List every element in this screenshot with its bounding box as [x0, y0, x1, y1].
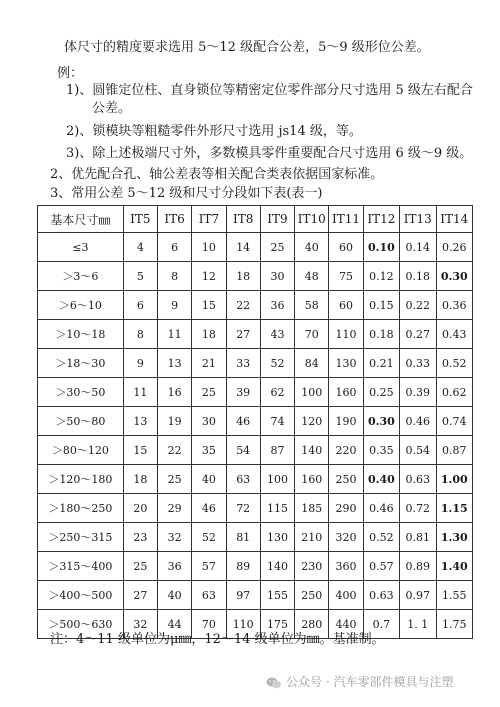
tolerance-cell: 0.36 — [436, 291, 472, 320]
tolerance-cell: 18 — [192, 320, 226, 349]
section-3-text: 3、常用公差 5～12 级和尺寸分段如下表(表一) — [50, 186, 323, 201]
tolerance-cell: 0.33 — [400, 349, 436, 378]
tolerance-cell: 0.15 — [363, 291, 399, 320]
example-item-1-continued: 公差。 — [92, 101, 132, 116]
tolerance-cell: 1.75 — [436, 610, 472, 639]
tolerance-cell: 46 — [192, 494, 226, 523]
tolerance-cell: 130 — [329, 349, 363, 378]
tolerance-cell: 25 — [192, 378, 226, 407]
tolerance-cell: 18 — [226, 262, 260, 291]
size-segment-cell: ＞120～180 — [38, 465, 124, 494]
tolerance-cell: 11 — [157, 320, 191, 349]
tolerance-cell: 70 — [295, 320, 329, 349]
tolerance-cell: 1. 1 — [400, 610, 436, 639]
size-segment-cell: ＞500～630 — [38, 610, 124, 639]
section-2-text: 2、优先配合孔、轴公差表等相关配合类表依据国家标准。 — [50, 167, 384, 182]
tolerance-cell: 120 — [295, 407, 329, 436]
tolerance-cell: 13 — [157, 349, 191, 378]
tolerance-cell: 0.97 — [400, 581, 436, 610]
tolerance-cell: 140 — [295, 436, 329, 465]
tolerance-cell: 1.00 — [436, 465, 472, 494]
tolerance-cell: 36 — [157, 552, 191, 581]
table-row — [38, 552, 473, 581]
table-row — [38, 581, 473, 610]
tolerance-cell: 440 — [329, 610, 363, 639]
tolerance-cell: 8 — [157, 262, 191, 291]
tolerance-cell: 0.18 — [400, 262, 436, 291]
tolerance-cell: 360 — [329, 552, 363, 581]
tolerance-cell: 8 — [123, 320, 157, 349]
tolerance-cell: 36 — [260, 291, 294, 320]
tolerance-cell: 130 — [260, 523, 294, 552]
tolerance-cell: 43 — [260, 320, 294, 349]
tolerance-cell: 0.25 — [363, 378, 399, 407]
tolerance-cell: 0.26 — [436, 233, 472, 262]
tolerance-cell: 1.40 — [436, 552, 472, 581]
tolerance-cell: 27 — [226, 320, 260, 349]
header-it14: IT14 — [436, 206, 472, 233]
example-item-1: 1)、圆锥定位柱、直身锁位等精密定位零件部分尺寸选用 5 级左右配合 — [66, 83, 473, 98]
tolerance-cell: 32 — [123, 610, 157, 639]
tolerance-cell: 0.63 — [400, 465, 436, 494]
tolerance-cell: 30 — [192, 407, 226, 436]
tolerance-cell: 0.7 — [363, 610, 399, 639]
tolerance-cell: 13 — [123, 407, 157, 436]
size-segment-cell: ≤3 — [38, 233, 124, 262]
tolerance-cell: 0.63 — [363, 581, 399, 610]
tolerance-cell: 0.81 — [400, 523, 436, 552]
tolerance-cell: 19 — [157, 407, 191, 436]
tolerance-cell: 87 — [260, 436, 294, 465]
size-segment-cell: ＞315～400 — [38, 552, 124, 581]
tolerance-cell: 25 — [157, 465, 191, 494]
tolerance-cell: 290 — [329, 494, 363, 523]
tolerance-cell: 25 — [123, 552, 157, 581]
tolerance-cell: 9 — [123, 349, 157, 378]
tolerance-cell: 40 — [295, 233, 329, 262]
tolerance-cell: 155 — [260, 581, 294, 610]
tolerance-cell: 0.35 — [363, 436, 399, 465]
tolerance-cell: 230 — [295, 552, 329, 581]
tolerance-cell: 32 — [157, 523, 191, 552]
tolerance-cell: 29 — [157, 494, 191, 523]
tolerance-cell: 22 — [226, 291, 260, 320]
tolerance-cell: 11 — [123, 378, 157, 407]
header-it5: IT5 — [123, 206, 157, 233]
tolerance-cell: 0.46 — [400, 407, 436, 436]
tolerance-cell: 46 — [226, 407, 260, 436]
tolerance-cell: 57 — [192, 552, 226, 581]
tolerance-cell: 0.87 — [436, 436, 472, 465]
tolerance-cell: 110 — [329, 320, 363, 349]
tolerance-cell: 4 — [123, 233, 157, 262]
size-segment-cell: ＞30～50 — [38, 378, 124, 407]
tolerance-cell: 140 — [260, 552, 294, 581]
tolerance-cell: 14 — [226, 233, 260, 262]
tolerance-table — [37, 205, 473, 639]
tolerance-cell: 175 — [260, 610, 294, 639]
tolerance-cell: 22 — [157, 436, 191, 465]
example-item-3: 3)、除上述极端尺寸外，多数模具零件重要配合尺寸选用 6 级～9 级。 — [66, 146, 473, 161]
tolerance-cell: 15 — [192, 291, 226, 320]
size-segment-cell: ＞80～120 — [38, 436, 124, 465]
tolerance-cell: 0.52 — [436, 349, 472, 378]
tolerance-cell: 6 — [157, 233, 191, 262]
tolerance-cell: 97 — [226, 581, 260, 610]
tolerance-cell: 1.55 — [436, 581, 472, 610]
tolerance-cell: 190 — [329, 407, 363, 436]
tolerance-cell: 0.30 — [436, 262, 472, 291]
tolerance-cell: 0.10 — [363, 233, 399, 262]
tolerance-cell: 0.89 — [400, 552, 436, 581]
example-item-2: 2)、锁模块等粗糙零件外形尺寸选用 js14 级，等。 — [66, 124, 362, 139]
tolerance-cell: 320 — [329, 523, 363, 552]
tolerance-cell: 0.54 — [400, 436, 436, 465]
table-row — [38, 494, 473, 523]
table-row — [38, 262, 473, 291]
tolerance-cell: 52 — [260, 349, 294, 378]
tolerance-cell: 89 — [226, 552, 260, 581]
size-segment-cell: ＞3～6 — [38, 262, 124, 291]
tolerance-cell: 63 — [192, 581, 226, 610]
tolerance-cell: 5 — [123, 262, 157, 291]
tolerance-cell: 160 — [295, 465, 329, 494]
tolerance-cell: 210 — [295, 523, 329, 552]
tolerance-cell: 160 — [329, 378, 363, 407]
tolerance-cell: 74 — [260, 407, 294, 436]
tolerance-cell: 100 — [260, 465, 294, 494]
tolerance-cell: 0.62 — [436, 378, 472, 407]
tolerance-cell: 18 — [123, 465, 157, 494]
tolerance-cell: 9 — [157, 291, 191, 320]
tolerance-cell: 110 — [226, 610, 260, 639]
header-it13: IT13 — [400, 206, 436, 233]
size-segment-cell: ＞250～315 — [38, 523, 124, 552]
size-segment-cell: ＞10～18 — [38, 320, 124, 349]
tolerance-cell: 52 — [192, 523, 226, 552]
tolerance-cell: 33 — [226, 349, 260, 378]
tolerance-cell: 30 — [260, 262, 294, 291]
tolerance-cell: 23 — [123, 523, 157, 552]
tolerance-cell: 48 — [295, 262, 329, 291]
tolerance-cell: 0.14 — [400, 233, 436, 262]
table-row — [38, 407, 473, 436]
tolerance-cell: 185 — [295, 494, 329, 523]
tolerance-cell: 0.57 — [363, 552, 399, 581]
tolerance-cell: 27 — [123, 581, 157, 610]
tolerance-cell: 81 — [226, 523, 260, 552]
tolerance-cell: 0.39 — [400, 378, 436, 407]
tolerance-cell: 39 — [226, 378, 260, 407]
table-header-row — [38, 206, 473, 233]
tolerance-cell: 6 — [123, 291, 157, 320]
tolerance-cell: 280 — [295, 610, 329, 639]
watermark-text: 公众号 · 汽车零部件模具与注塑 — [286, 675, 454, 689]
table-row — [38, 378, 473, 407]
tolerance-cell: 63 — [226, 465, 260, 494]
tolerance-cell: 84 — [295, 349, 329, 378]
size-segment-cell: ＞18～30 — [38, 349, 124, 378]
table-row — [38, 320, 473, 349]
header-it8: IT8 — [226, 206, 260, 233]
tolerance-cell: 250 — [329, 465, 363, 494]
watermark — [266, 673, 453, 690]
table-row — [38, 465, 473, 494]
header-basic-size: 基本尺寸㎜ — [38, 206, 124, 233]
table-row — [38, 523, 473, 552]
tolerance-cell: 54 — [226, 436, 260, 465]
tolerance-cell: 0.40 — [363, 465, 399, 494]
header-it6: IT6 — [157, 206, 191, 233]
tolerance-cell: 58 — [295, 291, 329, 320]
tolerance-cell: 0.43 — [436, 320, 472, 349]
tolerance-cell: 1.15 — [436, 494, 472, 523]
tolerance-cell: 0.30 — [363, 407, 399, 436]
tolerance-cell: 100 — [295, 378, 329, 407]
tolerance-cell: 0.27 — [400, 320, 436, 349]
tolerance-cell: 40 — [157, 581, 191, 610]
tolerance-cell: 0.12 — [363, 262, 399, 291]
tolerance-cell: 25 — [260, 233, 294, 262]
tolerance-cell: 0.72 — [400, 494, 436, 523]
tolerance-cell: 220 — [329, 436, 363, 465]
tolerance-cell: 0.18 — [363, 320, 399, 349]
tolerance-cell: 60 — [329, 233, 363, 262]
size-segment-cell: ＞50～80 — [38, 407, 124, 436]
header-it9: IT9 — [260, 206, 294, 233]
tolerance-cell: 70 — [192, 610, 226, 639]
tolerance-cell: 0.22 — [400, 291, 436, 320]
size-segment-cell: ＞400～500 — [38, 581, 124, 610]
tolerance-cell: 0.74 — [436, 407, 472, 436]
tolerance-cell: 16 — [157, 378, 191, 407]
header-it7: IT7 — [192, 206, 226, 233]
size-segment-cell: ＞6～10 — [38, 291, 124, 320]
table-row — [38, 233, 473, 262]
table-note: 注：4～11 级单位为μ㎜，12～14 级单位为㎜。基准制。 — [50, 632, 385, 647]
tolerance-cell: 44 — [157, 610, 191, 639]
tolerance-cell: 0.52 — [363, 523, 399, 552]
header-it10: IT10 — [295, 206, 329, 233]
tolerance-cell: 12 — [192, 262, 226, 291]
tolerance-cell: 115 — [260, 494, 294, 523]
tolerance-cell: 72 — [226, 494, 260, 523]
tolerance-cell: 21 — [192, 349, 226, 378]
tolerance-cell: 75 — [329, 262, 363, 291]
wechat-icon — [266, 676, 282, 690]
tolerance-cell: 15 — [123, 436, 157, 465]
tolerance-cell: 35 — [192, 436, 226, 465]
example-heading: 例： — [57, 66, 84, 81]
tolerance-cell: 400 — [329, 581, 363, 610]
tolerance-cell: 0.46 — [363, 494, 399, 523]
table-row — [38, 291, 473, 320]
size-segment-cell: ＞180～250 — [38, 494, 124, 523]
intro-paragraph: 体尺寸的精度要求选用 5～12 级配合公差，5～9 级形位公差。 — [64, 40, 430, 55]
tolerance-cell: 60 — [329, 291, 363, 320]
tolerance-cell: 0.21 — [363, 349, 399, 378]
tolerance-cell: 20 — [123, 494, 157, 523]
header-it12: IT12 — [363, 206, 399, 233]
header-it11: IT11 — [329, 206, 363, 233]
tolerance-cell: 10 — [192, 233, 226, 262]
table-row — [38, 349, 473, 378]
table-row — [38, 436, 473, 465]
tolerance-cell: 40 — [192, 465, 226, 494]
tolerance-cell: 1.30 — [436, 523, 472, 552]
tolerance-cell: 250 — [295, 581, 329, 610]
tolerance-cell: 62 — [260, 378, 294, 407]
